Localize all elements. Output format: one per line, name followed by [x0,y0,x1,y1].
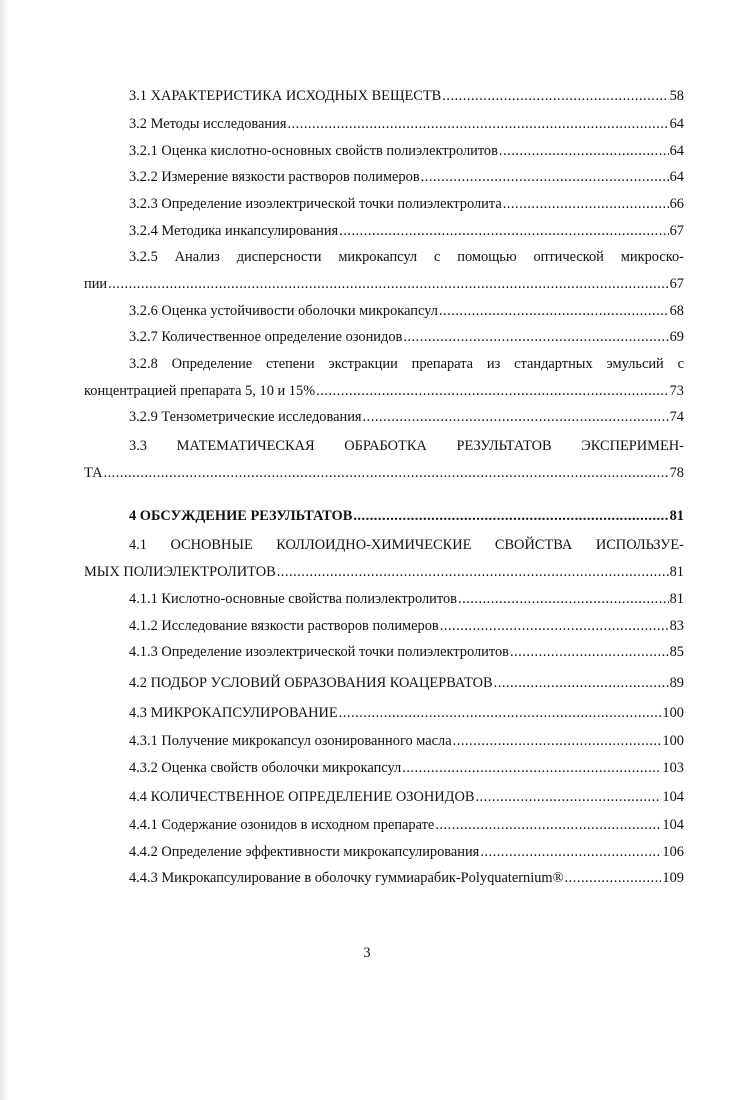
toc-entry-3-2-8-first-line: 3.2.8 Определение степени экстракции препарата из стандартных эмульсий с [129,356,684,372]
toc-entry-3-2-7: 3.2.7 Количественное определение озонидов ..... 69 [129,328,684,346]
toc-entry-3-2-1: 3.2.1 Оценка кислотно-основных свойств полиэлектролитов ..... 64 [129,142,684,160]
toc-entry-4-1-first-line: 4.1 ОСНОВНЫЕ КОЛЛОИДНО-ХИМИЧЕСКИЕ СВОЙСТВА ИСПОЛЬЗУЕ- [129,537,684,553]
page-number: 3 [363,945,371,961]
toc-entry-4-2: 4.2 ПОДБОР УСЛОВИЙ ОБРАЗОВАНИЯ КОАЦЕРВАТОВ ..... 89 [129,674,684,692]
toc-entry-3-2-2: 3.2.2 Измерение вязкости растворов полимеров ..... 64 [129,168,684,186]
toc-entry-4-4: 4.4 КОЛИЧЕСТВЕННОЕ ОПРЕДЕЛЕНИЕ ОЗОНИДОВ ..... 104 [129,788,684,806]
toc-entry-3-2: 3.2 Методы исследования ..... 64 [129,115,684,133]
toc-entry-4-1-continuation: МЫХ ПОЛИЭЛЕКТРОЛИТОВ ..... 81 [84,563,684,581]
scan-edge-shadow [0,0,8,1100]
toc-entry-4-3-2: 4.3.2 Оценка свойств оболочки микрокапсул ..... 103 [129,759,684,777]
toc-entry-4-4-3: 4.4.3 Микрокапсулирование в оболочку гуммиарабик-Polyquaternium® ..... 109 [129,869,684,887]
toc-entry-4-3: 4.3 МИКРОКАПСУЛИРОВАНИЕ ..... 100 [129,704,684,722]
toc-entry-3-2-9: 3.2.9 Тензометрические исследования ..... 74 [129,408,684,426]
toc-entry-4-3-1: 4.3.1 Получение микрокапсул озонированного масла ..... 100 [129,732,684,750]
toc-entry-3-2-5-continuation: пии ..... 67 [84,275,684,293]
toc-entry-3-3-first-line: 3.3 МАТЕМАТИЧЕСКАЯ ОБРАБОТКА РЕЗУЛЬТАТОВ ЭКСПЕРИМЕН- [129,438,684,454]
toc-entry-4: 4 ОБСУЖДЕНИЕ РЕЗУЛЬТАТОВ ..... 81 [129,507,684,525]
toc-entry-3-2-4: 3.2.4 Методика инкапсулирования ..... 67 [129,222,684,240]
toc-entry-3-1: 3.1 ХАРАКТЕРИСТИКА ИСХОДНЫХ ВЕЩЕСТВ ..... 58 [129,87,684,105]
toc-entry-3-2-6: 3.2.6 Оценка устойчивости оболочки микрокапсул ..... 68 [129,302,684,320]
toc-entry-4-1-2: 4.1.2 Исследование вязкости растворов полимеров ..... 83 [129,617,684,635]
toc-entry-3-2-3: 3.2.3 Определение изоэлектрической точки полиэлектролита ..... 66 [129,195,684,213]
toc-entry-4-4-2: 4.4.2 Определение эффективности микрокапсулирования ..... 106 [129,843,684,861]
toc-entry-4-1-1: 4.1.1 Кислотно-основные свойства полиэлектролитов ..... 81 [129,590,684,608]
toc-entry-4-1-3: 4.1.3 Определение изоэлектрической точки полиэлектролитов ..... 85 [129,643,684,661]
toc-entry-4-4-1: 4.4.1 Содержание озонидов в исходном препарате ..... 104 [129,816,684,834]
toc-entry-3-3-continuation: ТА ..... 78 [84,464,684,482]
toc-entry-3-2-5-first-line: 3.2.5 Анализ дисперсности микрокапсул с помощью оптической микроско- [129,249,684,265]
toc-entry-3-2-8-continuation: концентрацией препарата 5, 10 и 15% ..... 73 [84,382,684,400]
